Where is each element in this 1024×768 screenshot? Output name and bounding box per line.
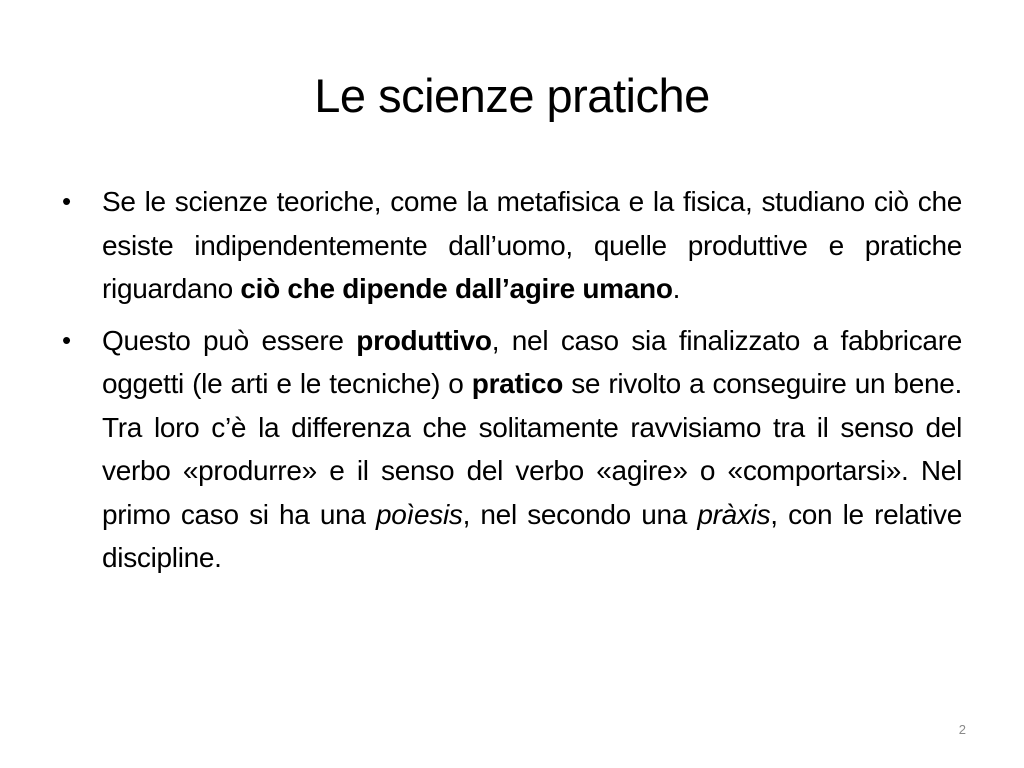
bold-text: pratico bbox=[471, 368, 564, 399]
bullet-icon: • bbox=[62, 324, 71, 355]
bold-text: produttivo bbox=[356, 324, 492, 356]
text-run: Questo può essere bbox=[102, 324, 357, 356]
text-run: . bbox=[672, 273, 681, 304]
bullet-item-1 bbox=[62, 180, 962, 311]
bullet-icon: • bbox=[62, 186, 71, 216]
text-run: , con le relative discipline. bbox=[102, 498, 962, 573]
text-run: , nel caso sia finalizzato a fabbricare oggetti (le arti e le tecniche) o bbox=[102, 324, 962, 399]
text-run: se rivolto a conseguire un bene. Tra loro c’è la differenza che solitamente ravvisiamo tra il senso del verbo «produrre» e il senso del verbo «agire» o «comportarsi». Nel primo caso si ha una bbox=[102, 368, 963, 530]
bullet-list bbox=[62, 180, 962, 580]
page-number: 2 bbox=[958, 722, 966, 737]
slide-title: Le scienze pratiche bbox=[314, 69, 710, 122]
text-run: , nel secondo una bbox=[462, 498, 698, 530]
bullet-text bbox=[102, 319, 962, 580]
italic-text: pràxis bbox=[697, 498, 771, 530]
text-run: Se le scienze teoriche, come la metafisica e la fisica, studiano ciò che esiste indipendentemente dall’uomo, quelle produttive e pratiche riguardano bbox=[102, 186, 962, 304]
bullet-text bbox=[102, 180, 962, 311]
italic-text: poìesis bbox=[376, 498, 463, 530]
bold-text: ciò che dipende dall’agire umano bbox=[240, 273, 673, 304]
bullet-item-2 bbox=[62, 319, 962, 580]
